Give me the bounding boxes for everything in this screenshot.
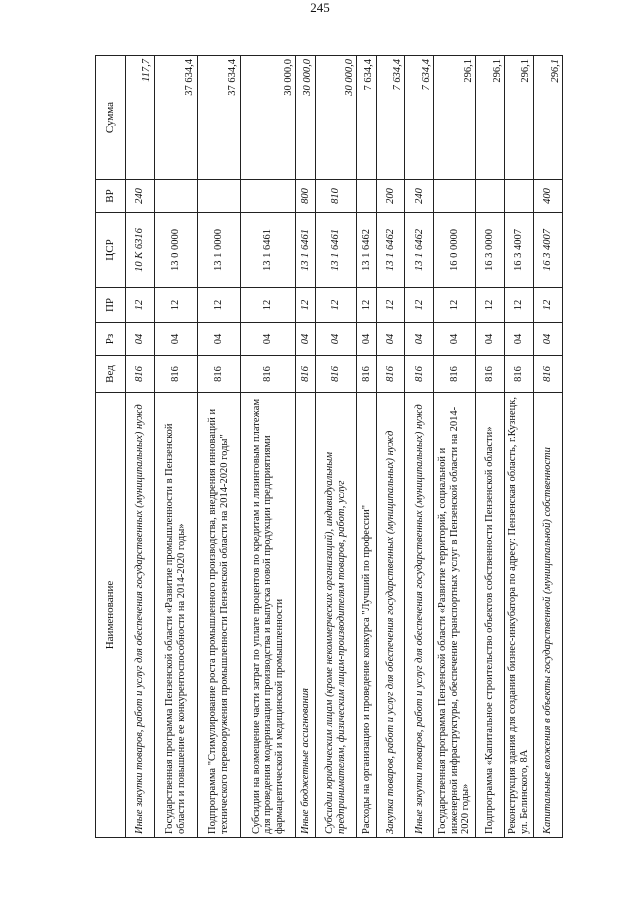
cell-ved: 816 (240, 356, 296, 393)
header-rz: Рз (96, 323, 126, 356)
cell-pr: 12 (296, 288, 315, 323)
cell-rz: 04 (434, 323, 476, 356)
cell-pr: 12 (405, 288, 434, 323)
table-row (296, 56, 315, 838)
table-row (533, 56, 562, 838)
table-row (505, 56, 534, 838)
table-row (476, 56, 505, 838)
cell-rz: 04 (505, 323, 534, 356)
cell-csr: 13 1 6462 (376, 213, 405, 288)
table-row (376, 56, 405, 838)
cell-vr (357, 180, 376, 213)
cell-csr: 13 1 6462 (405, 213, 434, 288)
cell-name: Иные бюджетные ассигнования (296, 393, 315, 838)
header-name: Наименование (96, 393, 126, 838)
cell-vr: 200 (376, 180, 405, 213)
cell-rz: 04 (357, 323, 376, 356)
table-row (405, 56, 434, 838)
cell-ved: 816 (505, 356, 534, 393)
header-vr: ВР (96, 180, 126, 213)
cell-csr: 13 1 6461 (296, 213, 315, 288)
cell-sum: 296,1 (505, 56, 534, 180)
cell-sum: 7 634,4 (405, 56, 434, 180)
cell-ved: 816 (476, 356, 505, 393)
cell-name: Расходы на организацию и проведение конкурса "Лучший по профессии" (357, 393, 376, 838)
cell-csr: 16 3 4007 (505, 213, 534, 288)
cell-pr: 12 (434, 288, 476, 323)
cell-vr: 810 (315, 180, 357, 213)
cell-rz: 04 (126, 323, 155, 356)
cell-ved: 816 (154, 356, 197, 393)
cell-name: Подпрограмма "Стимулирование роста промышленного производства, внедрения инноваций и технического перевооружения промышленности Пензенской области на 2014-2020 годы" (197, 393, 240, 838)
cell-name: Субсидии на возмещение части затрат по уплате процентов по кредитам и лизинговым платежам для проведения модернизации производства и выпуска новой продукции предприятиями фармацевтической и медицинской промышленности (240, 393, 296, 838)
cell-name: Государственная программа Пензенской области «Развитие территорий, социальной и инженерной инфраструктуры, обеспечение транспортных услуг в Пензенской области на 2014-2020 годы» (434, 393, 476, 838)
cell-rz: 04 (476, 323, 505, 356)
cell-vr: 800 (296, 180, 315, 213)
cell-rz: 04 (240, 323, 296, 356)
cell-pr: 12 (357, 288, 376, 323)
header-csr: ЦСР (96, 213, 126, 288)
cell-vr: 240 (405, 180, 434, 213)
cell-ved: 816 (434, 356, 476, 393)
cell-ved: 816 (376, 356, 405, 393)
cell-rz: 04 (197, 323, 240, 356)
cell-ved: 816 (405, 356, 434, 393)
table-row (154, 56, 197, 838)
cell-ved: 816 (126, 356, 155, 393)
cell-csr: 13 0 0000 (154, 213, 197, 288)
cell-name: Государственная программа Пензенской области «Развитие промышленности в Пензенской области и повышение ее конкурентоспособности на 2014-2020 годы» (154, 393, 197, 838)
cell-pr: 12 (154, 288, 197, 323)
cell-ved: 816 (533, 356, 562, 393)
cell-name: Субсидии юридическим лицам (кроме некоммерческих организаций), индивидуальным предпринимателям, физическим лицам-производителям товаров, работ, услуг (315, 393, 357, 838)
cell-pr: 12 (126, 288, 155, 323)
cell-sum: 7 634,4 (376, 56, 405, 180)
cell-rz: 04 (533, 323, 562, 356)
cell-pr: 12 (197, 288, 240, 323)
cell-name: Иные закупки товаров, работ и услуг для обеспечения государственных (муниципальных) нужд (126, 393, 155, 838)
cell-pr: 12 (476, 288, 505, 323)
cell-name: Подпрограмма «Капитальное строительство объектов собственности Пензенской области» (476, 393, 505, 838)
cell-name: Реконструкция здания для создания бизнес-инкубатора по адресу: Пензенская область, г.Кузнецк, ул. Белинского, 8А (505, 393, 534, 838)
cell-name: Иные закупки товаров, работ и услуг для обеспечения государственных (муниципальных) нужд (405, 393, 434, 838)
cell-csr: 16 0 0000 (434, 213, 476, 288)
cell-sum: 7 634,4 (357, 56, 376, 180)
cell-vr (240, 180, 296, 213)
table-header-row (96, 56, 126, 838)
table-row (126, 56, 155, 838)
cell-vr (434, 180, 476, 213)
cell-csr: 16 3 4007 (533, 213, 562, 288)
cell-csr: 13 1 0000 (197, 213, 240, 288)
cell-name: Закупка товаров, работ и услуг для обеспечения государственных (муниципальных) нужд (376, 393, 405, 838)
cell-pr: 12 (533, 288, 562, 323)
table-row (197, 56, 240, 838)
header-pr: ПР (96, 288, 126, 323)
cell-rz: 04 (154, 323, 197, 356)
cell-rz: 04 (376, 323, 405, 356)
cell-vr: 400 (533, 180, 562, 213)
cell-rz: 04 (296, 323, 315, 356)
cell-csr: 13 1 6461 (315, 213, 357, 288)
header-ved: Вед (96, 356, 126, 393)
cell-sum: 117,7 (126, 56, 155, 180)
cell-csr: 13 1 6461 (240, 213, 296, 288)
cell-ved: 816 (357, 356, 376, 393)
cell-csr: 16 3 0000 (476, 213, 505, 288)
table-row (240, 56, 296, 838)
table-row (357, 56, 376, 838)
cell-sum: 37 634,4 (197, 56, 240, 180)
cell-sum: 30 000,0 (240, 56, 296, 180)
cell-pr: 12 (505, 288, 534, 323)
cell-sum: 30 000,0 (315, 56, 357, 180)
cell-name: Капитальные вложения в объекты государственной (муниципальной) собственности (533, 393, 562, 838)
cell-sum: 296,1 (476, 56, 505, 180)
cell-vr: 240 (126, 180, 155, 213)
cell-vr (476, 180, 505, 213)
cell-rz: 04 (405, 323, 434, 356)
cell-sum: 30 000,0 (296, 56, 315, 180)
cell-rz: 04 (315, 323, 357, 356)
page-number: 245 (310, 0, 330, 15)
cell-vr (505, 180, 534, 213)
budget-table-rotated (95, 56, 563, 838)
cell-sum: 37 634,4 (154, 56, 197, 180)
cell-ved: 816 (197, 356, 240, 393)
cell-pr: 12 (315, 288, 357, 323)
cell-sum: 296,1 (434, 56, 476, 180)
budget-table (95, 55, 563, 838)
cell-vr (197, 180, 240, 213)
cell-vr (154, 180, 197, 213)
cell-ved: 816 (315, 356, 357, 393)
cell-ved: 816 (296, 356, 315, 393)
cell-pr: 12 (376, 288, 405, 323)
cell-csr: 13 1 6462 (357, 213, 376, 288)
cell-sum: 296,1 (533, 56, 562, 180)
cell-pr: 12 (240, 288, 296, 323)
header-sum: Сумма (96, 56, 126, 180)
table-row (434, 56, 476, 838)
table-row (315, 56, 357, 838)
cell-csr: 10 К 6316 (126, 213, 155, 288)
